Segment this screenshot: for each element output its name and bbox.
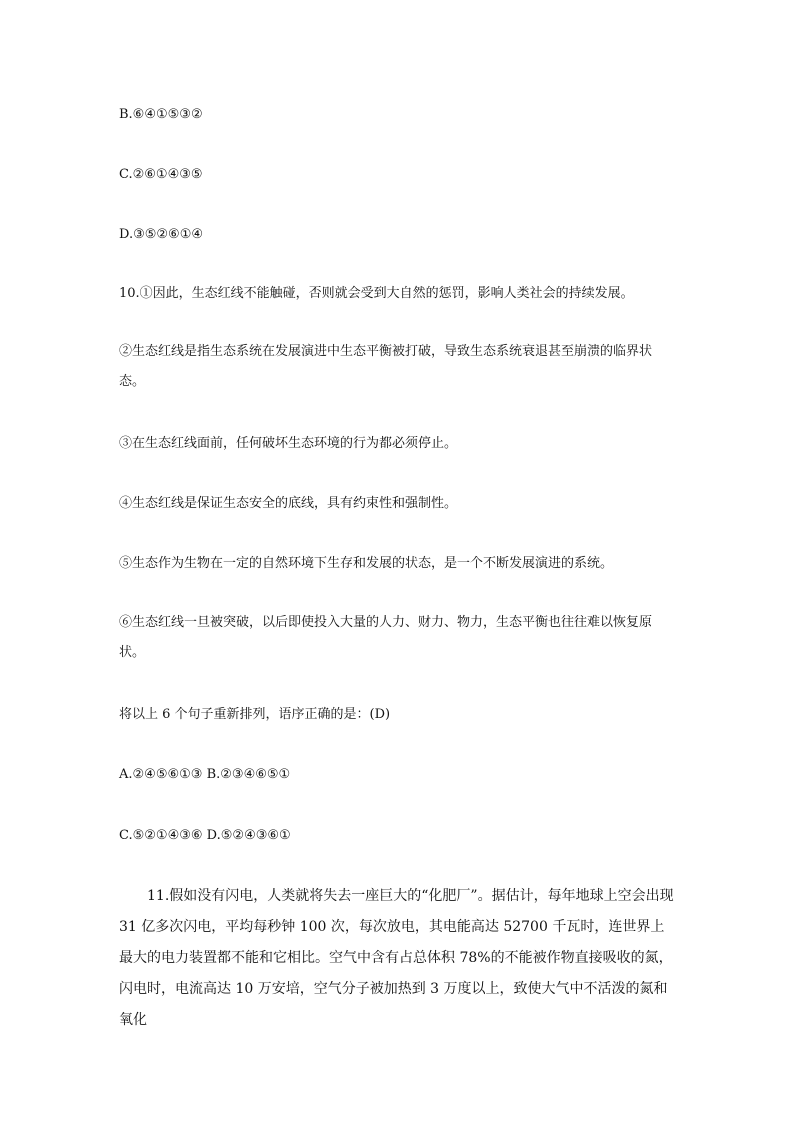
q11-paragraph: 11.假如没有闪电，人类就将失去一座巨大的“化肥厂”。据估计，每年地球上空会出现 31 亿多次闪电，平均每秒钟 100 次，每次放电，其电能高达 52700 千瓦时，连世界上最大的电力装置都不能和它相比。空气中含有占总体积 78%的不能被作物直接吸收的氮，闪电时，电流高达 10 万安培，空气分子被加热到 3 万度以上，致使大气中不活泼的氮和氧化 [119, 888, 674, 1028]
q9-option-d: D.③⑤②⑥①④ [119, 227, 204, 242]
q10-sentence-6: ⑥生态红线一旦被突破，以后即使投入大量的人力、财力、物力，生态平衡也往往难以恢复原状。 [119, 615, 653, 660]
q10-question: 将以上 6 个句子重新排列，语序正确的是：(D) [119, 707, 391, 722]
q9-option-c: C.②⑥①④③⑤ [119, 167, 203, 182]
q10-sentence-2: ②生态红线是指生态系统在发展演进中生态平衡被打破，导致生态系统衰退甚至崩溃的临界状态。 [119, 344, 653, 389]
q10-sentence-4: ④生态红线是保证生态安全的底线，具有约束性和强制性。 [119, 496, 458, 511]
q10-sentence-1: 10.①因此，生态红线不能触碰，否则就会受到大自然的惩罚，影响人类社会的持续发展。 [119, 286, 634, 301]
q10-sentence-3: ③在生态红线面前，任何破坏生态环境的行为都必须停止。 [119, 436, 458, 451]
q10-sentence-5: ⑤生态作为生物在一定的自然环境下生存和发展的状态，是一个不断发展演进的系统。 [119, 556, 614, 571]
q10-options-cd: C.⑤②①④③⑥ D.⑤②④③⑥① [119, 828, 291, 843]
q10-options-ab: A.②④⑤⑥①③ B.②③④⑥⑤① [119, 767, 291, 782]
q9-option-b: B.⑥④①⑤③② [119, 107, 203, 122]
